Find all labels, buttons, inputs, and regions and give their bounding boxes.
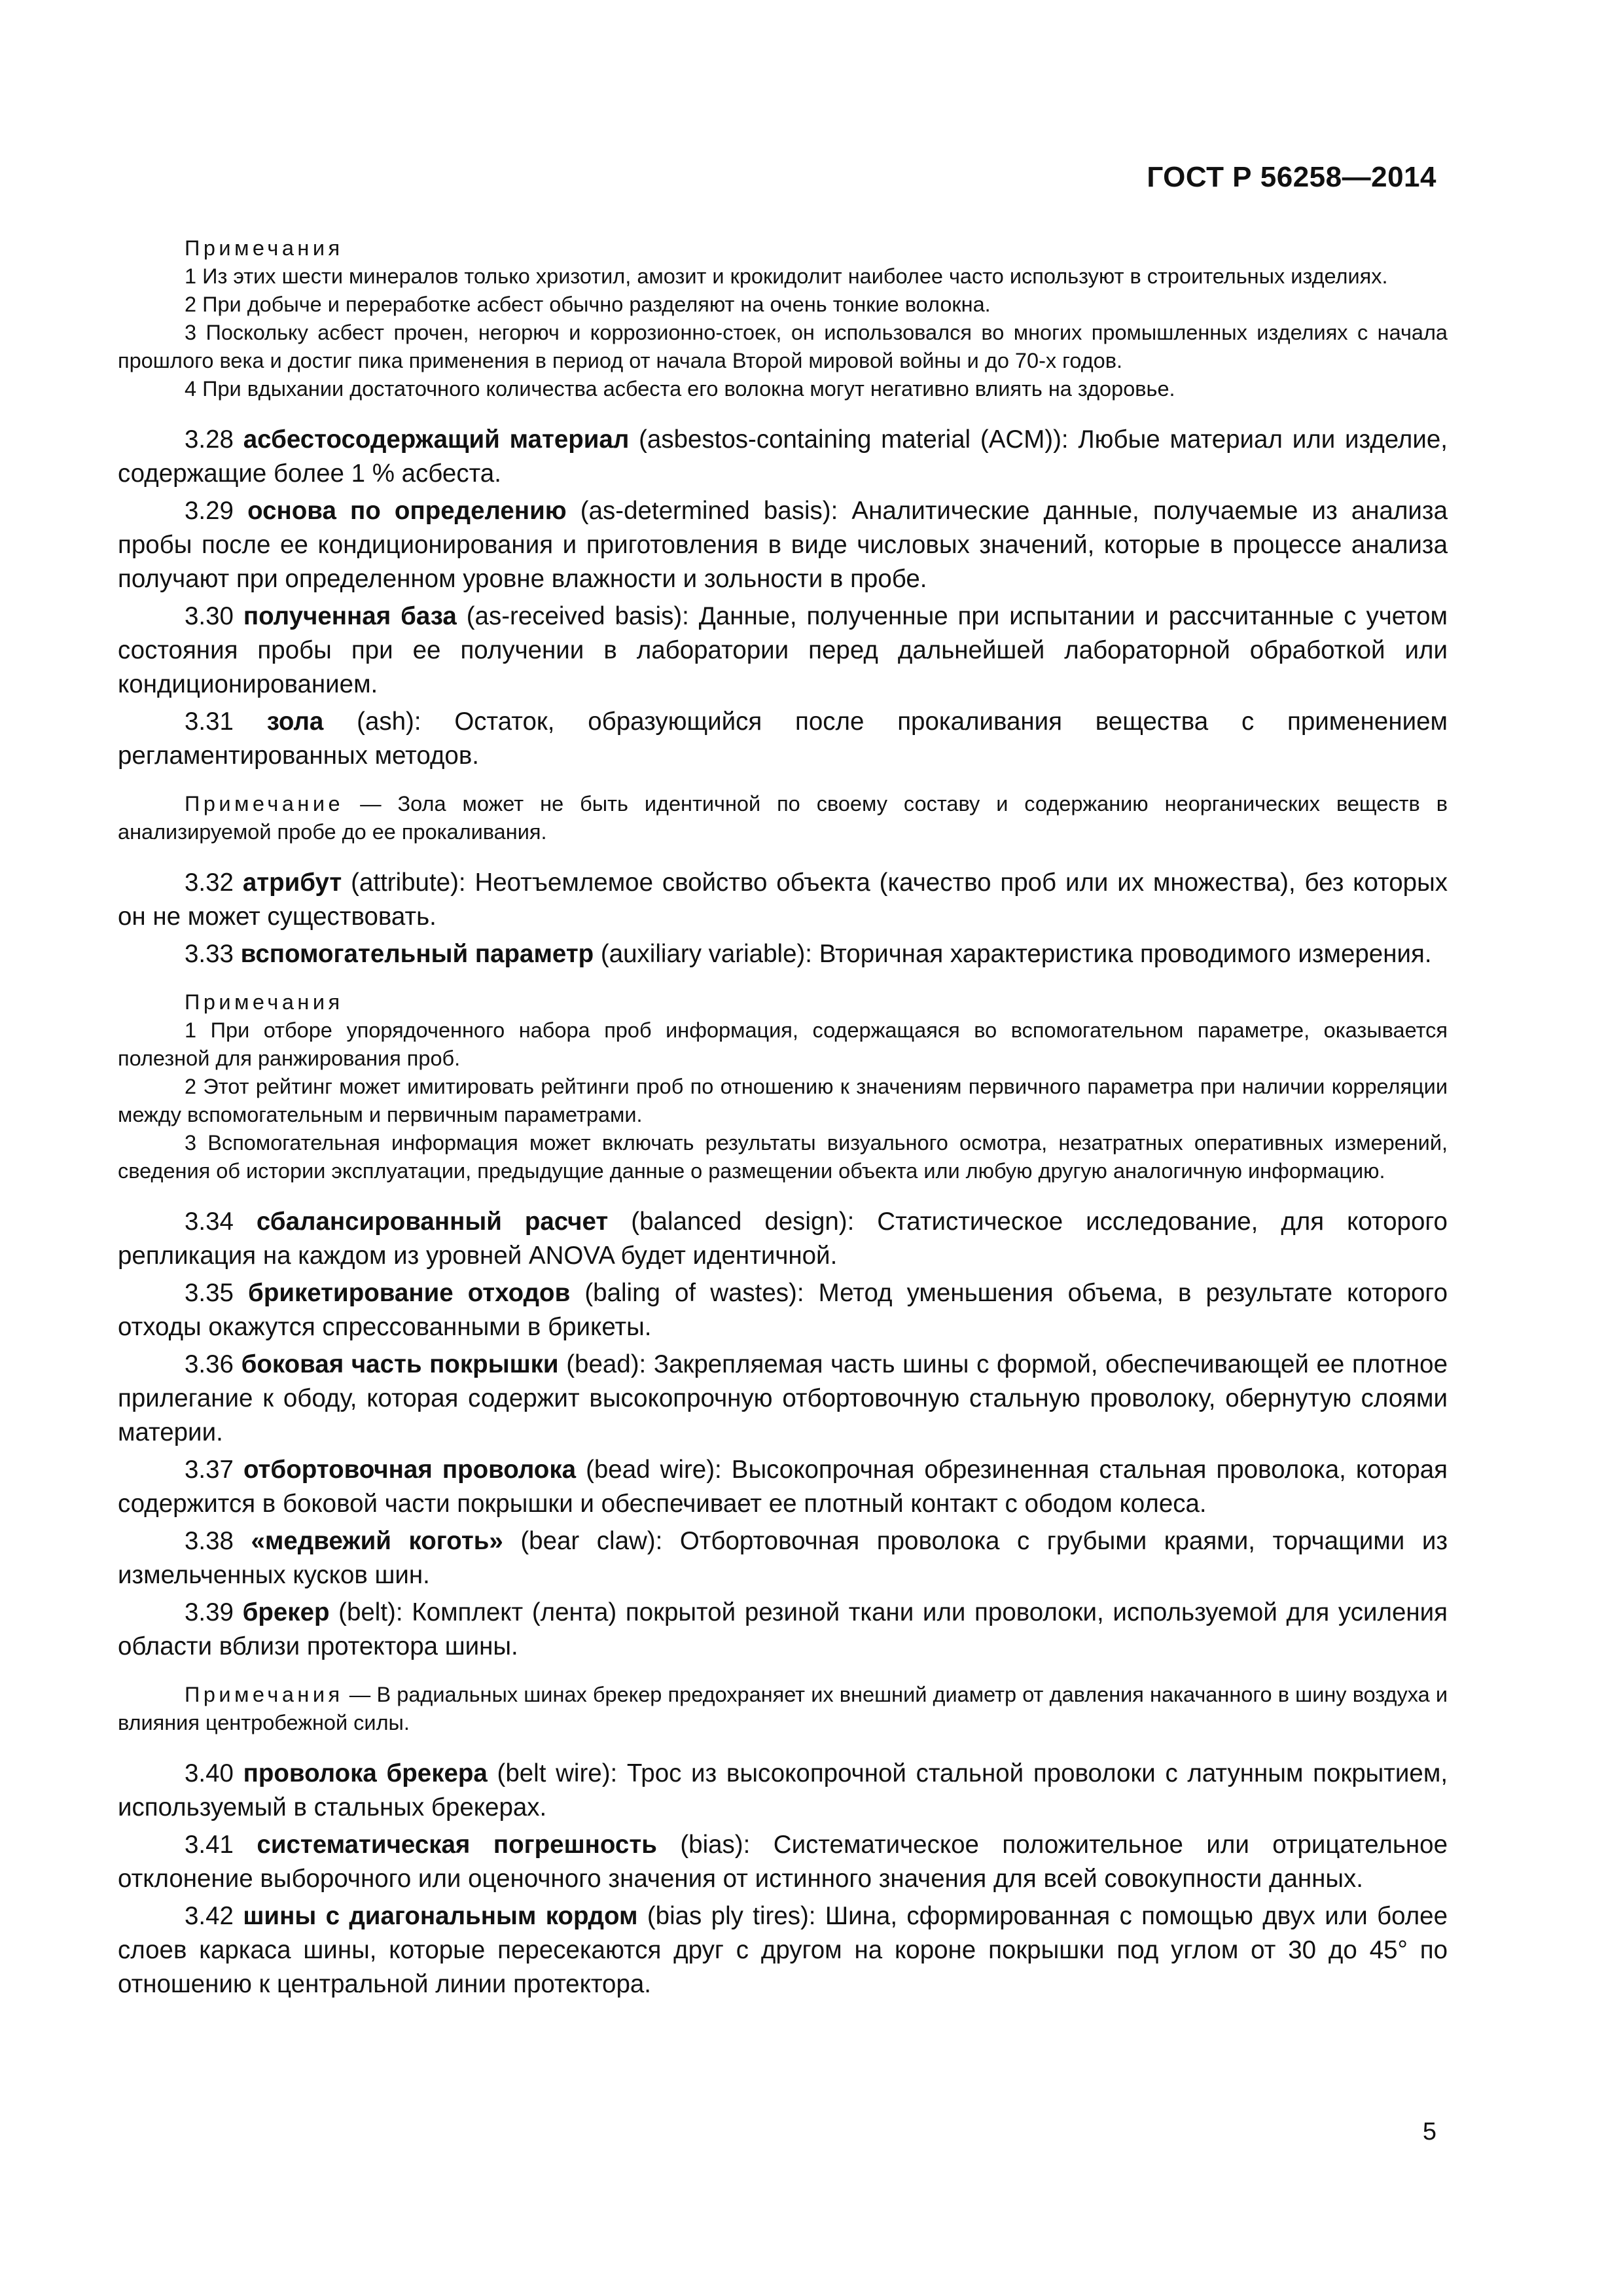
document-body xyxy=(118,234,1448,2005)
term-3-31: 3.31 зола (ash): Остаток, образующийся после прокаливания вещества с применением регламентированных методов. xyxy=(118,708,1448,770)
term-3-35: 3.35 брикетирование отходов (baling of wastes): Метод уменьшения объема, в результате которого отходы окажутся спрессованными в брикеты. xyxy=(118,1279,1448,1341)
term-3-36: 3.36 боковая часть покрышки (bead): Закрепляемая часть шины с формой, обеспечивающей ее плотное прилегание к ободу, которая содержит высокопрочную отбортовочную стальную проволоку, обернутую слоями материи. xyxy=(118,1350,1448,1446)
term-title: боковая часть покрышки xyxy=(241,1350,559,1378)
term-title: полученная база xyxy=(243,602,457,630)
term-title: шины с диагональным кордом xyxy=(243,1902,638,1930)
term-title: проволока брекера xyxy=(243,1759,488,1787)
term-title: атрибут xyxy=(242,869,342,897)
term-3-34: 3.34 сбалансированный расчет (balanced design): Статистическое исследование, для которого репликация на каждом из уровней ANOVA будет идентичной. xyxy=(118,1208,1448,1270)
term-title: сбалансированный расчет xyxy=(256,1208,609,1236)
note-item: 1 Из этих шести минералов только хризотил, амозит и крокидолит наиболее часто используют в строительных изделиях. xyxy=(185,264,1388,288)
note-item: 2 Этот рейтинг может имитировать рейтинги проб по отношению к значениям первичного параметра при наличии корреляции между вспомогательным и первичным параметрами. xyxy=(118,1075,1448,1126)
note-item: 3 Вспомогательная информация может включать результаты визуального осмотра, незатратных оперативных измерений, сведения об истории эксплуатации, предыдущие данные о размещении объекта или любую другую аналогичную информацию. xyxy=(118,1131,1448,1183)
term-3-33: 3.33 вспомогательный параметр (auxiliary variable): Вторичная характеристика проводимого измерения. xyxy=(185,940,1432,968)
term-3-30: 3.30 полученная база (as-received basis): Данные, полученные при испытании и рассчитанные с учетом состояния пробы при ее получении в лаборатории перед дальнейшей лабораторной обработкой или кондиционированием. xyxy=(118,602,1448,698)
term-title: брикетирование отходов xyxy=(248,1279,571,1307)
note-item: 3 Поскольку асбест прочен, негорюч и коррозионно-стоек, он использовался во многих промышленных изделиях с начала прошлого века и достиг пика применения в период от начала Второй мировой войны и до 70-х годов. xyxy=(118,321,1448,372)
term-3-29: 3.29 основа по определению (as-determined basis): Аналитические данные, получаемые из анализа пробы после ее кондиционирования и приготовления в виде числовых значений, которые в процессе анализа получают при определенном уровне влажности и зольности в пробе. xyxy=(118,497,1448,593)
term-3-32: 3.32 атрибут (attribute): Неотъемлемое свойство объекта (качество проб или их множества), без которых он не может существовать. xyxy=(118,869,1448,931)
note-item: 2 При добыче и переработке асбест обычно разделяют на очень тонкие волокна. xyxy=(185,293,991,316)
term-title: систематическая погрешность xyxy=(257,1831,657,1859)
note-item: 1 При отборе упорядоченного набора проб информация, содержащаяся во вспомогательном параметре, оказывается полезной для ранжирования проб. xyxy=(118,1018,1448,1070)
term-title: основа по определению xyxy=(247,497,567,525)
term-3-39: 3.39 брекер (belt): Комплект (лента) покрытой резиной ткани или проволоки, используемой для усиления области вблизи протектора шины. xyxy=(118,1598,1448,1660)
term-3-41: 3.41 систематическая погрешность (bias): Систематическое положительное или отрицательное отклонение выборочного или оценочного значения от истинного значения для всей совокупности данных. xyxy=(118,1831,1448,1893)
term-title: «медвежий коготь» xyxy=(251,1527,503,1555)
term-3-37: 3.37 отбортовочная проволока (bead wire): Высокопрочная обрезиненная стальная проволока, которая содержится в боковой части покрышки и обеспечивает ее плотный контакт с ободом колеса. xyxy=(118,1456,1448,1518)
note-ash: Примечание — Зола может не быть идентичной по своему составу и содержанию неорганических веществ в анализируемой пробе до ее прокаливания. xyxy=(118,792,1448,844)
term-3-40: 3.40 проволока брекера (belt wire): Трос из высокопрочной стальной проволоки с латунным покрытием, используемый в стальных брекерах. xyxy=(118,1759,1448,1821)
term-3-42: 3.42 шины с диагональным кордом (bias ply tires): Шина, сформированная с помощью двух или более слоев каркаса шины, которые пересекаются друг с другом на короне покрышки под углом от 30 до 45° по отношению к центральной линии протектора. xyxy=(118,1902,1448,1998)
term-3-38: 3.38 «медвежий коготь» (bear claw): Отбортовочная проволока с грубыми краями, торчащими из измельченных кусков шин. xyxy=(118,1527,1448,1589)
document-header: ГОСТ Р 56258—2014 xyxy=(1147,161,1436,193)
term-title: брекер xyxy=(242,1598,330,1626)
term-title: асбестосодержащий материал xyxy=(243,425,630,454)
term-title: зола xyxy=(266,708,324,736)
term-title: вспомогательный параметр xyxy=(240,940,594,968)
notes-heading: Примечания xyxy=(185,236,344,260)
notes-block-asbestos xyxy=(118,234,1448,403)
term-title: отбортовочная проволока xyxy=(243,1456,577,1484)
notes-block-auxiliary xyxy=(118,988,1448,1185)
term-3-28: 3.28 асбестосодержащий материал (asbestos-containing material (ACM)): Любые материал или изделие, содержащие более 1 % асбеста. xyxy=(118,425,1448,488)
notes-heading: Примечания xyxy=(185,990,344,1014)
note-item: 4 При вдыхании достаточного количества асбеста его волокна могут негативно влиять на здоровье. xyxy=(185,377,1175,401)
page-number: 5 xyxy=(1422,2118,1436,2145)
note-belt: Примечания — В радиальных шинах брекер предохраняет их внешний диаметр от давления накачанного в шину воздуха и влияния центробежной силы. xyxy=(118,1683,1448,1734)
